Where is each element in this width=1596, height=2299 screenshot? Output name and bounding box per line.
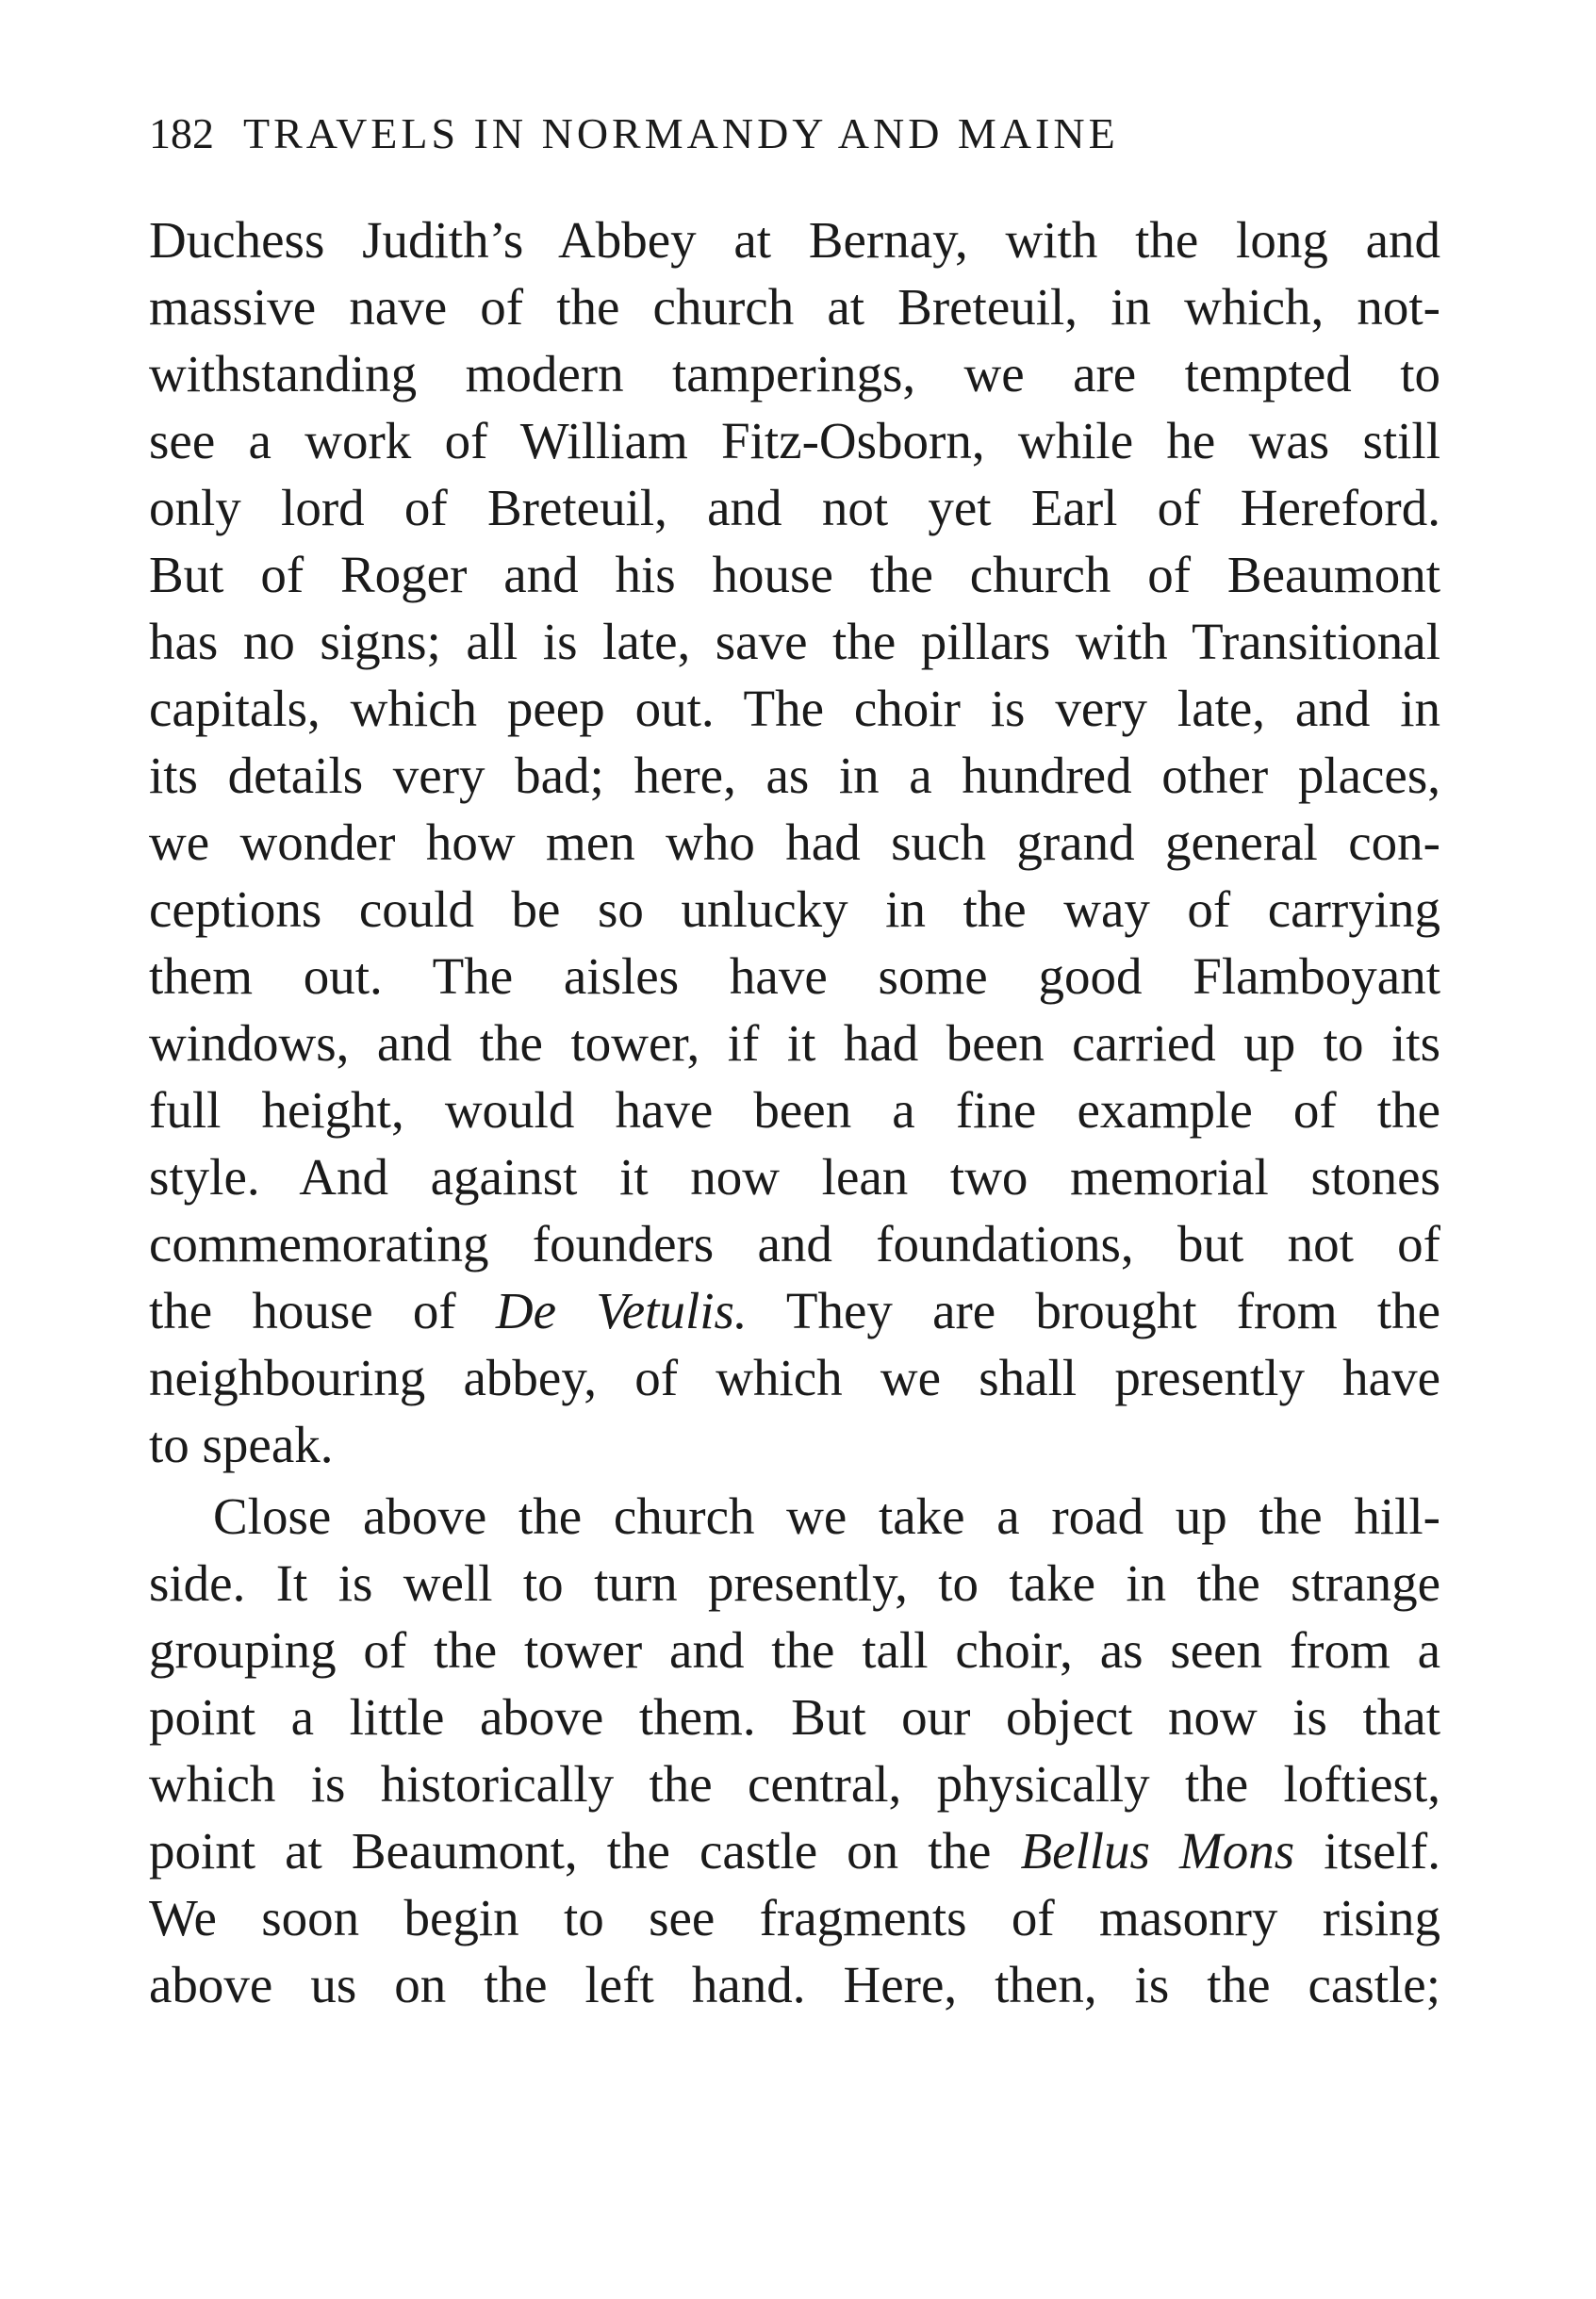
text-line: its details very bad; here, as in a hundred other places, (149, 747, 1440, 804)
text-run: the house of (149, 1282, 496, 1339)
italic-name: Bellus Mons (1020, 1822, 1295, 1880)
text-line: above us on the left hand. Here, then, is the castle; (149, 1956, 1440, 2013)
text-line: Close above the church we take a road up the hill- (213, 1487, 1440, 1545)
text-line: side. It is well to turn presently, to take in the strange (149, 1554, 1440, 1612)
text-line: them out. The aisles have some good Flamboyant (149, 947, 1440, 1005)
text-line: grouping of the tower and the tall choir, as seen from a (149, 1621, 1440, 1679)
italic-name: De Vetulis. (495, 1282, 748, 1339)
text-line: ceptions could be so unlucky in the way of carrying (149, 880, 1440, 938)
page-number: 182 (149, 109, 214, 157)
text-line-with-italic (149, 1276, 1440, 1346)
text-line: withstanding modern tamperings, we are tempted to (149, 345, 1440, 402)
text-line: windows, and the tower, if it had been carried up to its (149, 1014, 1440, 1072)
text-line: style. And against it now lean two memorial stones (149, 1148, 1440, 1206)
text-run: They are brought from the (747, 1282, 1441, 1339)
text-run: point at Beaumont, the castle on the (149, 1822, 1021, 1880)
text-line: to speak. (149, 1416, 334, 1473)
running-title: TRAVELS IN NORMANDY AND MAINE (243, 109, 1119, 157)
text-line: neighbouring abbey, of which we shall presently have (149, 1349, 1440, 1406)
text-run: itself. (1294, 1822, 1440, 1880)
running-head (149, 106, 1440, 162)
text-line: see a work of William Fitz-Osborn, while he was still (149, 412, 1440, 469)
text-line: has no signs; all is late, save the pillars with Transitional (149, 613, 1440, 670)
text-line: only lord of Breteuil, and not yet Earl of Hereford. (149, 479, 1440, 536)
text-line: commemorating founders and foundations, but not of (149, 1215, 1440, 1273)
text-line: We soon begin to see fragments of masonry rising (149, 1889, 1440, 1946)
text-line: which is historically the central, physically the loftiest, (149, 1755, 1440, 1813)
text-line: massive nave of the church at Breteuil, in which, not- (149, 278, 1440, 336)
text-line: point a little above them. But our object now is that (149, 1688, 1440, 1746)
text-line: capitals, which peep out. The choir is very late, and in (149, 680, 1440, 737)
text-line: Duchess Judith’s Abbey at Bernay, with the long and (149, 211, 1440, 269)
text-line-with-italic (149, 1816, 1440, 1886)
text-line: full height, would have been a fine example of the (149, 1081, 1440, 1139)
text-line: we wonder how men who had such grand general con- (149, 813, 1440, 871)
text-line: But of Roger and his house the church of Beaumont (149, 546, 1440, 603)
